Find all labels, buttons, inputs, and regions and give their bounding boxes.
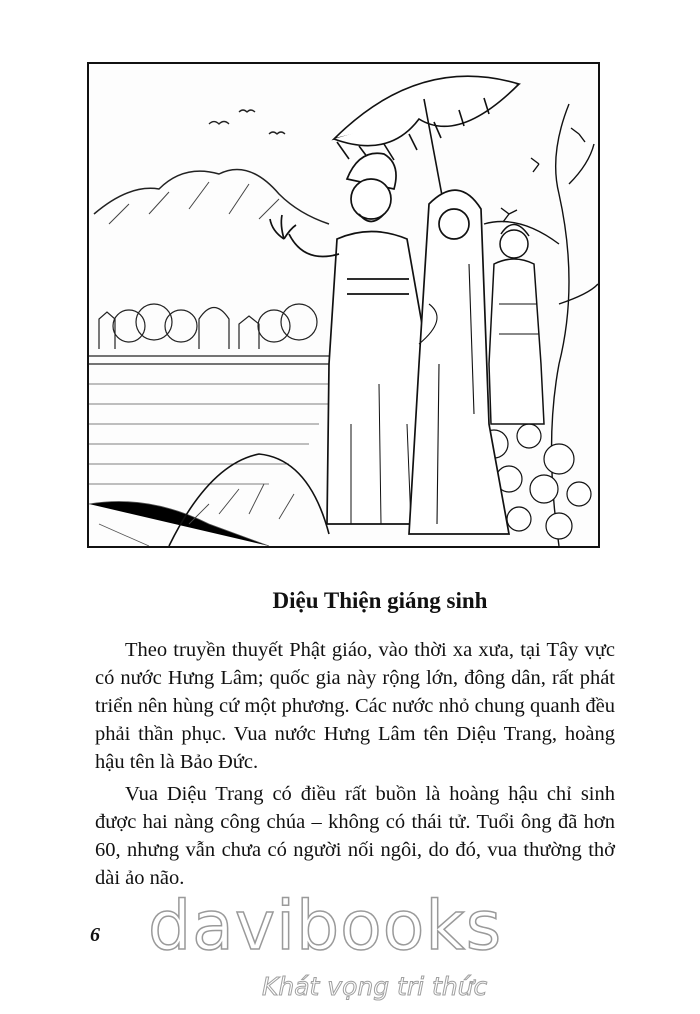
king-and-queen-illustration xyxy=(89,64,598,546)
watermark-logo: davibooks xyxy=(148,887,503,966)
paragraph: Vua Diệu Trang có điều rất buồn là hoàng hậu chỉ sinh được hai nàng công chúa – không có thái tử. Tuổi ông đã hơn 60, nhưng vẫn chưa có người nối ngôi, do đó, vua thường thở dài ảo não. xyxy=(95,783,615,889)
watermark-tagline: Khát vọng tri thức xyxy=(262,972,488,1001)
chapter-title: Diệu Thiện giáng sinh xyxy=(272,588,488,613)
body-text xyxy=(95,636,615,896)
chapter-illustration xyxy=(87,62,600,548)
page-number: 6 xyxy=(90,924,100,946)
paragraph: Theo truyền thuyết Phật giáo, vào thời xa xưa, tại Tây vực có nước Hưng Lâm; quốc gia này rộng lớn, đông dân, rất phát triển nên hùng cứ một phương. Các nước nhỏ chung quanh đều phải thần phục. Vua nước Hưng Lâm tên Diệu Trang, hoàng hậu tên là Bảo Đức. xyxy=(95,639,615,773)
